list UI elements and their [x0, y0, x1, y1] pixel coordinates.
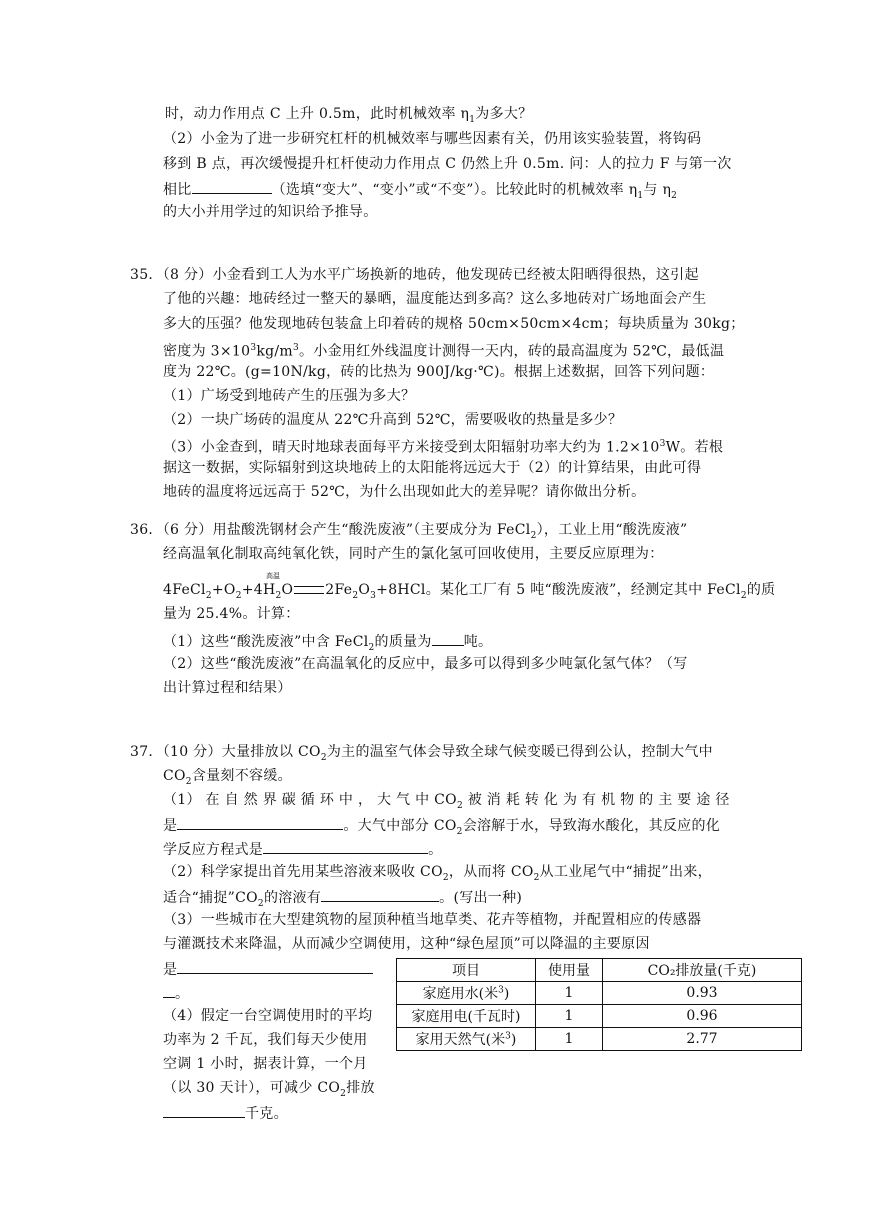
q37-line-11 [163, 981, 189, 1005]
text: 家庭用电(千瓦时) [411, 1009, 521, 1025]
q37-line-16 [163, 1101, 288, 1125]
text: W。若根 [665, 439, 724, 456]
q37-line-12: （4）假定一台空调使用时的平均 [163, 1008, 373, 1024]
text: CO [163, 768, 186, 784]
table-header: CO₂排放量(千克) [603, 959, 802, 982]
table-cell-item [397, 1028, 536, 1051]
text: （选填“变大”、“变小”或“不变”）。比较此时的机械效率 η [271, 182, 638, 198]
table-cell-qty: 1 [536, 982, 603, 1005]
q37-line-5 [163, 837, 442, 861]
co2-table [396, 958, 802, 1051]
text: 37．（10 分）大量排放以 CO [130, 744, 321, 760]
text: 适合“捕捉”CO [163, 890, 258, 906]
subscript: 2 [530, 530, 537, 541]
text: ，从而将 CO [448, 864, 534, 880]
equals-sign [294, 586, 324, 594]
text: 2Fe [325, 582, 353, 598]
text: 的溶液有 [263, 890, 322, 906]
text: 为多大？ [475, 106, 533, 122]
text: O [358, 582, 371, 598]
text: 吨。 [463, 634, 493, 650]
q36-line-4: 量为 25.4%。计算： [163, 606, 300, 622]
q36-line-2: 经高温氧化制取高纯氧化铁，同时产生的氯化氢可回收使用，主要反应原理为： [163, 546, 664, 562]
text: ) [510, 1032, 517, 1048]
answer-blank[interactable] [192, 177, 272, 194]
q34-line-5: 的大小并用学过的知识给予推导。 [163, 204, 378, 220]
q35-line-3: 多大的压强？他发现地砖包装盒上印着砖的规格 50cm×50cm×4cm；每块质量为 30kg； [163, 316, 745, 332]
q35-line-2: 了他的兴趣：地砖经过一整天的暴晒，温度能达到多高？这么多地砖对广场地面会产生 [163, 291, 707, 307]
text: kg/m [256, 343, 293, 360]
text: 学反应方程式是 [163, 842, 264, 858]
answer-blank[interactable] [163, 981, 175, 998]
superscript: 3 [292, 343, 300, 353]
subscript: 2 [740, 590, 747, 601]
text: ），工业上用“酸洗废液” [536, 522, 688, 538]
text: 家用天然气(米 [415, 1032, 506, 1048]
q35-line-8 [163, 433, 723, 459]
text: 家庭用水(米 [422, 986, 499, 1002]
subscript: 2 [340, 1088, 347, 1099]
q34-line-2: （2）小金为了进一步研究杠杆的机械效率与哪些因素有关，仍用该实验装置，将钩码 [163, 131, 702, 147]
superscript: 3 [498, 985, 504, 996]
text: ) [503, 986, 510, 1002]
subscript: 2 [533, 872, 540, 883]
subscript: 2 [368, 642, 375, 653]
text: 。小金用红外线温度计测得一天内，砖的最高温度为 52℃，最低温 [299, 343, 725, 360]
subscript: 2 [275, 590, 282, 601]
table-cell-qty: 1 [536, 1005, 603, 1028]
subscript: 2 [671, 190, 678, 201]
subscript: 2 [320, 752, 327, 763]
q35-line-9: 据这一数据，实际辐射到这块地砖上的太阳能将远远大于（2）的计算结果，由此可得 [163, 460, 702, 476]
text: 是 [163, 818, 178, 834]
subscript: 2 [185, 776, 192, 787]
superscript: 3 [250, 343, 257, 353]
answer-blank[interactable] [177, 813, 343, 830]
text: 被 消 耗 转 化 为 有 机 物 的 主 要 途 径 [462, 792, 730, 808]
q35-line-1: 35．（8 分）小金看到工人为水平广场换新的地砖，他发现砖已经被太阳晒得很热，这引起 [130, 267, 699, 283]
subscript: 1 [637, 190, 644, 201]
superscript: 3 [505, 1031, 511, 1042]
table-cell-co2: 0.93 [603, 982, 802, 1005]
text: 相比 [163, 182, 192, 198]
q35-line-7: （2）一块广场砖的温度从 22℃升高到 52℃，需要吸收的热量是多少？ [163, 412, 623, 428]
table-cell-item [397, 1005, 536, 1028]
text: （3）小金查到，晴天时地球表面每平方米接受到太阳辐射功率大约为 1.2×10 [163, 439, 660, 456]
q36-line-6: （2）这些“酸洗废液”在高温氧化的反应中，最多可以得到多少吨氯化氢气体？（写 [163, 656, 688, 672]
text: 为主的温室气体会导致全球气候变暖已得到公认，控制大气中 [326, 744, 713, 760]
text: 时，动力作用点 C 上升 0.5m，此时机械效率 η [165, 106, 470, 122]
answer-blank[interactable] [263, 837, 428, 854]
text: 。大气中部分 CO [343, 818, 457, 834]
text: 与 η [643, 182, 672, 198]
q37-line-9: 与灌溉技术来降温，从而减少空调使用，这种“绿色屋顶”可以降温的主要原因 [163, 936, 650, 952]
q34-line-3: 移到 B 点，再次缓慢提升杠杆使动力作用点 C 仍然上升 0.5m. 问：人的拉力 F 与第一次 [163, 156, 732, 172]
table-header: 项目 [397, 959, 536, 982]
q35-line-5: 度为 22℃。(g=10N/kg，砖的比热为 900J/kg·℃)。根据上述数据，回答下列问题： [163, 364, 715, 380]
subscript: 2 [257, 898, 264, 909]
answer-blank[interactable] [321, 885, 439, 902]
text: 排放 [346, 1080, 375, 1096]
subscript: 2 [235, 590, 242, 601]
text: 4FeCl [163, 582, 206, 598]
text: 的质量为 [374, 634, 432, 650]
table-header: 使用量 [536, 959, 603, 982]
text: （2）科学家提出首先用某些溶液来吸收 CO [163, 864, 443, 880]
table-cell-co2: 2.77 [603, 1028, 802, 1051]
subscript: 2 [456, 800, 463, 811]
text: 会溶解于水，导致海水酸化，其反应的化 [462, 818, 721, 834]
q37-line-8: （3）一些城市在大型建筑物的屋顶种植当地草类、花卉等植物，并配置相应的传感器 [163, 912, 702, 928]
text: 。 [428, 842, 443, 858]
text: 是 [163, 962, 178, 978]
q37-line-10 [163, 957, 373, 981]
subscript: 1 [469, 114, 476, 125]
subscript: 2 [442, 872, 449, 883]
text: 千克。 [245, 1106, 288, 1122]
table-cell-item [397, 982, 536, 1005]
equation-condition: 高温 [266, 572, 280, 580]
text: 36．（6 分）用盐酸洗钢材会产生“酸洗废液”（主要成分为 FeCl [130, 522, 531, 538]
table-row [397, 982, 802, 1005]
table-cell-co2: 0.96 [603, 1005, 802, 1028]
subscript: 2 [352, 590, 359, 601]
subscript: 2 [456, 826, 463, 837]
text: 。 [175, 986, 190, 1002]
text: 。(写出一种) [439, 890, 523, 906]
text: （以 30 天计），可减少 CO [163, 1080, 341, 1096]
q37-line-14: 空调 1 小时，据表计算，一个月 [163, 1056, 368, 1072]
superscript: 3 [659, 439, 666, 449]
text: +O [211, 582, 236, 598]
text: （1） 在 自 然 界 碳 循 环 中 ， 大 气 中 CO [163, 792, 457, 808]
q35-line-6: （1）广场受到地砖产生的压强为多大？ [163, 388, 416, 404]
text: +8HCl。某化工厂有 5 吨“酸洗废液”，经测定其中 FeCl [376, 582, 741, 598]
subscript: 2 [205, 590, 212, 601]
text: 含量刻不容缓。 [191, 768, 292, 784]
answer-blank[interactable] [177, 957, 373, 974]
q35-line-4 [163, 337, 724, 363]
text: O [281, 582, 294, 598]
answer-blank[interactable] [432, 629, 464, 646]
table-row [397, 1005, 802, 1028]
text: 的质 [746, 582, 776, 598]
text: （1）这些“酸洗废液”中含 FeCl [163, 634, 369, 650]
q34-line-1 [165, 103, 532, 131]
table-row [397, 1028, 802, 1051]
text: +4H [241, 582, 276, 598]
q37-line-13: 功率为 2 千瓦，我们每天少使用 [163, 1032, 368, 1048]
text: 密度为 3×10 [163, 343, 251, 360]
subscript: 3 [370, 590, 377, 601]
table-header-row [397, 959, 802, 982]
q36-line-7: 出计算过程和结果） [163, 680, 292, 696]
q35-line-10: 地砖的温度将远远高于 52℃，为什么出现如此大的差异呢？请你做出分析。 [163, 484, 646, 500]
text: 从工业尾气中“捕捉”出来， [539, 864, 712, 880]
table-cell-qty: 1 [536, 1028, 603, 1051]
answer-blank[interactable] [163, 1101, 245, 1118]
